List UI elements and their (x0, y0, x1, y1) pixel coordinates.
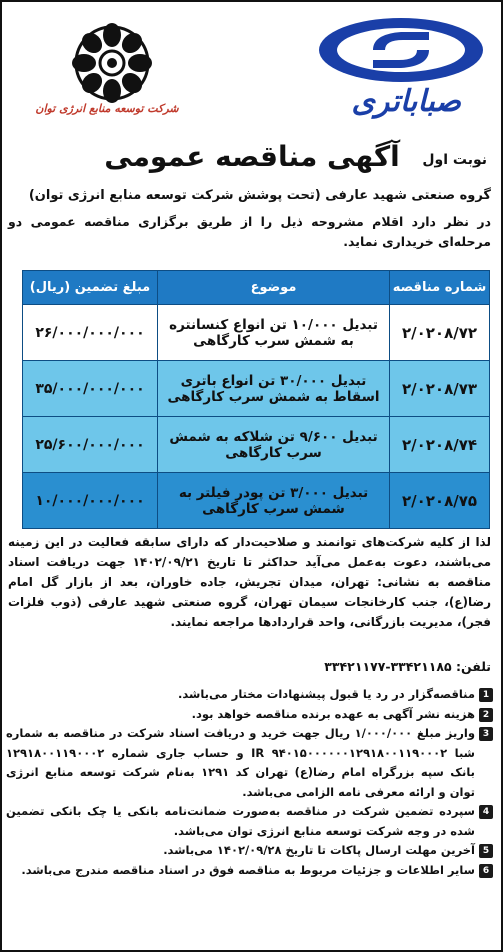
tender-subject: تبدیل ۱۰/۰۰۰ تن انواع کنسانتره به شمش سرب کارگاهی (158, 305, 390, 361)
col-amount: مبلغ تضمین (ریال) (23, 271, 158, 305)
phone-numbers: تلفن: ۳۳۴۲۱۱۸۵-۳۳۴۲۱۱۷۷ (324, 659, 491, 674)
tender-number: ۲/۰۲۰۸/۷۲ (390, 305, 490, 361)
list-item (6, 685, 493, 705)
list-item (6, 724, 493, 802)
tavan-energy-logo (37, 8, 187, 138)
brand-name: صباباتری (351, 84, 461, 119)
round-label: نوبت اول (422, 152, 487, 168)
table-row (23, 473, 490, 529)
table-header-row (23, 271, 490, 305)
tender-subject: تبدیل ۳/۰۰۰ تن پودر فیلتر به شمش سرب کارگاهی (158, 473, 390, 529)
condition-text: هزینه نشر آگهی به عهده برنده مناقصه خواهد بود. (191, 706, 475, 721)
tender-number: ۲/۰۲۰۸/۷۴ (390, 417, 490, 473)
guarantee-amount: ۲۶/۰۰۰/۰۰۰/۰۰۰ (23, 305, 158, 361)
tender-subject: تبدیل ۳۰/۰۰۰ تن انواع باتری اسقاط به شمش سرب کارگاهی (158, 361, 390, 417)
item-number-badge: 5 (479, 844, 493, 858)
list-item (6, 705, 493, 725)
tender-subject: تبدیل ۹/۶۰۰ تن شلاکه به شمش سرب کارگاهی (158, 417, 390, 473)
item-number-badge: 3 (479, 727, 493, 741)
guarantee-amount: ۳۵/۰۰۰/۰۰۰/۰۰۰ (23, 361, 158, 417)
table-row (23, 417, 490, 473)
tender-table (22, 270, 490, 529)
col-subject: موضوع (158, 271, 390, 305)
conditions-list (6, 685, 493, 880)
condition-text: مناقصه‌گزار در رد یا قبول پیشنهادات مختار می‌باشد. (178, 687, 475, 701)
guarantee-amount: ۱۰/۰۰۰/۰۰۰/۰۰۰ (23, 473, 158, 529)
list-item (6, 841, 493, 861)
invitation-paragraph: لذا از کلیه شرکت‌های توانمند و صلاحیت‌دار که دارای سابقه فعالیت در این زمینه می‌باشند، دعوت به‌عمل می‌آید حداکثر تا تاریخ ۱۴۰۲/۰۹/۲۱ جهت دریافت اسناد مناقصه به نشانی: تهران، میدان تجریش، جاده خاوران، بعد از بازار گل امام رضا(ع)، جنب کارخانجات سیمان تهران، گروه صنعتی شهید عارفی (ذوب فلزات فجر)، مدیریت بازرگانی، واحد قراردادها مراجعه نمایند. (8, 535, 492, 629)
tender-number: ۲/۰۲۰۸/۷۵ (390, 473, 490, 529)
item-number-badge: 6 (479, 864, 493, 878)
tender-number: ۲/۰۲۰۸/۷۳ (390, 361, 490, 417)
organization-line: گروه صنعتی شهید عارفی (تحت پوشش شرکت توسعه منابع انرژی توان) (28, 188, 491, 203)
table-row (23, 305, 490, 361)
intro-text: در نظر دارد اقلام مشروحه ذیل را از طریق برگزاری مناقصه عمومی دو مرحله‌ای خریداری نماید. (8, 214, 491, 249)
condition-text: واریز مبلغ ۱/۰۰۰/۰۰۰ ریال جهت خرید و دریافت اسناد شرکت در مناقصه به شماره شبا IR ۹۴۰۱۵۰۰۰۰۰۰۱۲۹۱۸۰۰۱۱۹۰۰۰۲ و حساب جاری شماره ۱۲۹۱۸۰۰۱۱۹۰۰۰۲ بانک سپه بزرگراه امام رضا(ع) تهران کد ۱۲۹۱ به‌نام شرکت توسعه منابع انرژی توان و ارائه معرفی نامه الزامی می‌باشد. (6, 726, 475, 799)
item-number-badge: 4 (479, 805, 493, 819)
item-number-badge: 2 (479, 708, 493, 722)
col-number: شماره مناقصه (390, 271, 490, 305)
company-subtitle: شرکت توسعه منابع انرژی توان (35, 102, 179, 115)
item-number-badge: 1 (479, 688, 493, 702)
condition-text: سایر اطلاعات و جزئیات مربوط به مناقصه فوق در اسناد مناقصه مندرج می‌باشد. (21, 862, 475, 877)
condition-text: آخرین مهلت ارسال پاکات تا تاریخ ۱۴۰۲/۰۹/۲۸ می‌باشد. (163, 843, 475, 857)
notice-title: آگهی مناقصه عمومی (104, 140, 400, 173)
list-item (6, 861, 493, 881)
condition-text: سپرده تضمین شرکت در مناقصه به‌صورت ضمانت‌نامه بانکی یا چک بانکی تضمین شده در وجه شرکت توسعه منابع انرژی توان می‌باشد. (6, 804, 475, 838)
table-row (23, 361, 490, 417)
list-item (6, 802, 493, 841)
guarantee-amount: ۲۵/۶۰۰/۰۰۰/۰۰۰ (23, 417, 158, 473)
